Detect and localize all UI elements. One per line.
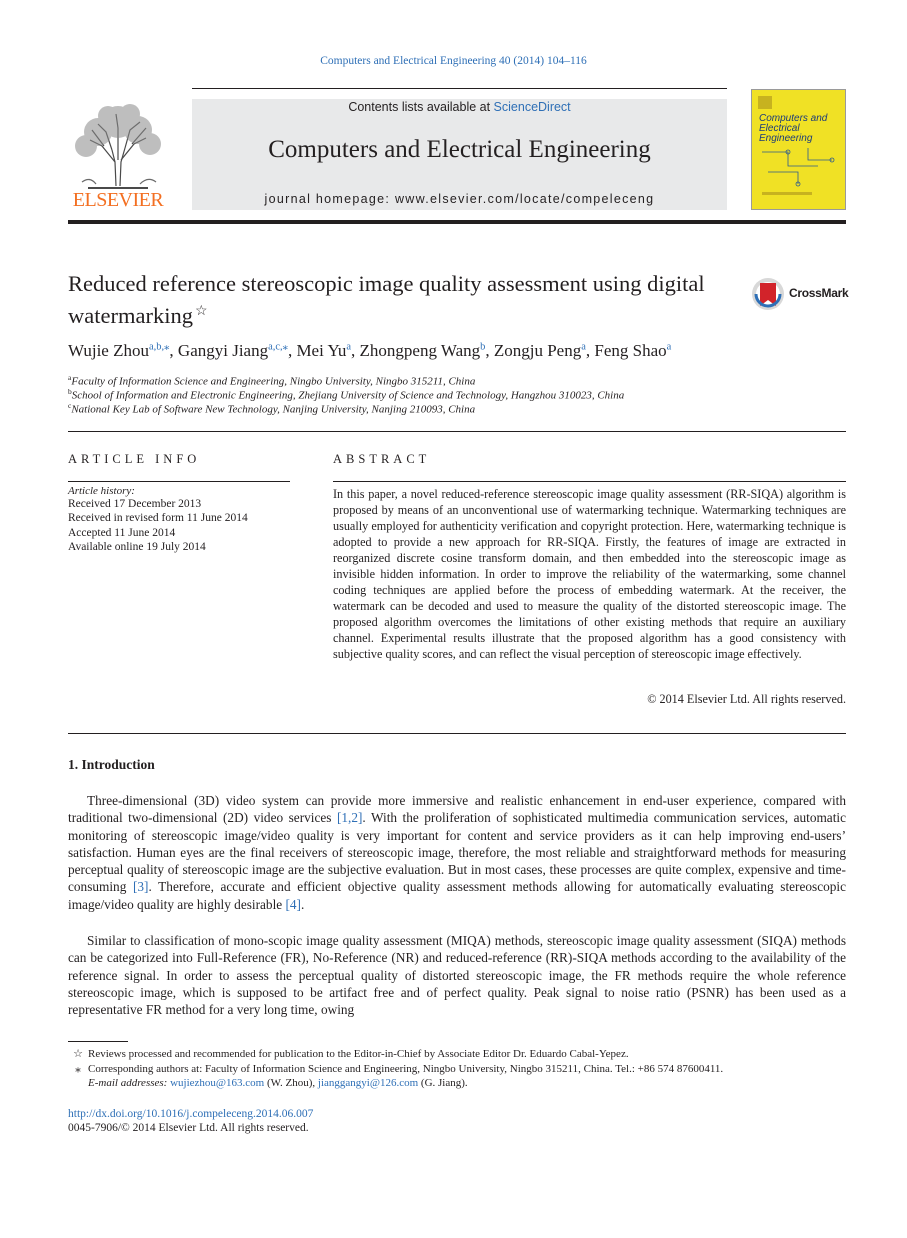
- affiliation-mark: b: [68, 387, 72, 396]
- affiliation: [68, 373, 475, 388]
- footnote-mark: ⁎: [75, 1063, 81, 1075]
- affiliation-mark: a: [68, 373, 72, 382]
- author-affiliation-marks[interactable]: a: [666, 341, 672, 352]
- history-item: Accepted 11 June 2014: [68, 527, 176, 539]
- footnote-rule: [68, 1041, 128, 1042]
- journal-citation[interactable]: Computers and Electrical Engineering 40 (2014) 104–116: [320, 55, 587, 67]
- history-item: Received in revised form 11 June 2014: [68, 512, 248, 524]
- header-bottom-rule: [68, 220, 846, 224]
- author[interactable]: [494, 341, 595, 360]
- section-divider: [68, 733, 846, 734]
- author-separator: ,: [351, 340, 360, 360]
- abstract-copyright: © 2014 Elsevier Ltd. All rights reserved.: [647, 692, 846, 706]
- author-name: Mei Yu: [296, 340, 347, 360]
- footnote-text: Reviews processed and recommended for publication to the Editor-in-Chief by Associate Editor Dr. Eduardo Cabal-Yepez.: [88, 1048, 629, 1060]
- footnote-text: Corresponding authors at: Faculty of Information Science and Engineering, Ningbo University, Ningbo 315211, China. Tel.: +86 574 87600411.: [88, 1063, 724, 1075]
- intro-paragraph: Similar to classification of mono-scopic image quality assessment (MIQA) methods, stereoscopic image quality assessment (SIQA) methods can be categorized into Full-Reference (FR), No-Reference (NR) and reduced-reference (RR)-SIQA methods according to the availability of the reference signal. In order to assess the perceptual quality of distorted stereoscopic image, the FR methods require the whole reference stereoscopic image, which is supposed to be artifact free and of perfect quality. Peak signal to noise ratio (PSNR) has been used as a representative FR method for a very long time, owing: [68, 933, 846, 1018]
- author-name: Zongju Peng: [493, 340, 582, 360]
- affiliation-text: Faculty of Information Science and Engineering, Ningbo University, Ningbo 315211, China: [71, 375, 476, 388]
- author-separator: ,: [585, 340, 595, 360]
- abstract-rule: [333, 481, 846, 482]
- affiliation-text: School of Information and Electronic Engineering, Zhejiang University of Science and Technology, Hangzhou 310023, China: [71, 389, 625, 402]
- citation-link[interactable]: [1,2]: [336, 810, 363, 826]
- author-separator: ,: [169, 340, 178, 360]
- email-owner: (W. Zhou),: [264, 1077, 318, 1089]
- author-separator: ,: [287, 340, 297, 360]
- intro-paragraph: [68, 792, 846, 913]
- author-name: Feng Shao: [594, 340, 667, 360]
- elsevier-wordmark: ELSEVIER: [72, 189, 164, 211]
- sciencedirect-link[interactable]: ScienceDirect: [493, 100, 571, 114]
- journal-homepage[interactable]: journal homepage: www.elsevier.com/locate/compeleceng: [264, 192, 655, 206]
- contents-available-line: [192, 100, 727, 114]
- author[interactable]: [360, 341, 494, 360]
- affiliation-mark: c: [68, 401, 72, 410]
- cover-publisher-mark-icon: [758, 96, 840, 110]
- paragraph-text: . Therefore, accurate and efficient objective quality assessment methods allowing for automatically evaluating stereoscopic image/video quality are highly desirable: [68, 879, 846, 912]
- section-heading: 1. Introduction: [68, 757, 155, 772]
- doi-link[interactable]: http://dx.doi.org/10.1016/j.compeleceng.2014.06.007: [68, 1108, 314, 1120]
- author-affiliation-marks[interactable]: b: [480, 341, 486, 352]
- affiliation-text: National Key Lab of Software New Technology, Nanjing University, Nanjing 210093, China: [71, 403, 476, 416]
- article-info-rule: [68, 481, 290, 482]
- paragraph-text: . With the proliferation of sophisticated multimedia communication services, automatic monitoring of stereoscopic image/video quality is very important for content and service providers as it can help improving end-users’ satisfaction. Human eyes are the final receivers of stereoscopic image, therefore, the most reliable and straightforward methods for measuring perceptual quality of stereoscopic image are the subjective evaluation. But in most cases, these processes are quite complex, expensive and time-consuming: [68, 810, 846, 895]
- crossmark-label[interactable]: CrossMark: [789, 286, 849, 300]
- email-link[interactable]: jianggangyi@126.com: [317, 1077, 419, 1089]
- cover-circuit-graphic-icon: [758, 142, 840, 202]
- author-name: Zhongpeng Wang: [359, 340, 481, 360]
- citation-link[interactable]: [4]: [285, 896, 301, 912]
- affiliation: [68, 401, 475, 416]
- author-name: Wujie Zhou: [68, 340, 149, 360]
- abstract-heading: ABSTRACT: [333, 452, 431, 466]
- author-affiliation-marks[interactable]: a: [581, 341, 586, 352]
- history-item: Received 17 December 2013: [68, 498, 202, 510]
- paragraph-text: Three-dimensional (3D) video system can provide more immersive and realistic enhancement in end-user experience, compared with traditional two-dimensional (2D) video services: [68, 793, 846, 826]
- contents-prefix: Contents lists available at: [348, 100, 494, 114]
- author-affiliation-marks[interactable]: a: [346, 341, 352, 352]
- footnote-mark: ☆: [73, 1048, 83, 1060]
- article-history-label: Article history:: [68, 485, 135, 497]
- journal-name: Computers and Electrical Engineering: [268, 136, 651, 163]
- email-owner: (G. Jiang).: [418, 1077, 468, 1089]
- citation-link[interactable]: [3]: [132, 879, 149, 895]
- abstract-text: In this paper, a novel reduced-reference stereoscopic image quality assessment (RR-SIQA) algorithm is proposed by means of an unconventional use of watermarking technique. Watermarking techniques are usually employed for authenticity verification and copyright protection. Here, watermarking technique is adopted to provide a new approach for RR-SIQA. Firstly, the features of image are extracted in reorganized discrete cosine transform domain, and then embedded into the stereoscopic image as invisible hidden information. In order to improve the reliability of the watermarking, some channel coding techniques are applied before the process of embedding watermark. At the receiver, the watermark can be decoded and used to measure the quality of the distorted stereoscopic image. The proposed algorithm overcomes the limitations of other existing methods that require an auxiliary channel. Experimental results illustrate that the proposed algorithm has a good consistency with subjective quality scores, and can reflect the visual perception of stereoscopic image effectively.: [333, 487, 846, 661]
- author-affiliation-marks[interactable]: a,c,⁎: [268, 341, 288, 352]
- issn-line: 0045-7906/© 2014 Elsevier Ltd. All rights reserved.: [68, 1122, 309, 1134]
- email-label: E-mail addresses:: [88, 1077, 168, 1089]
- article-title-text: Reduced reference stereoscopic image quality assessment using digital watermarking: [68, 271, 705, 328]
- footnote-corresponding: [68, 1062, 723, 1075]
- author[interactable]: [178, 341, 297, 360]
- paragraph-text: .: [301, 896, 305, 912]
- affiliation: [68, 387, 624, 402]
- author[interactable]: [594, 341, 671, 360]
- author[interactable]: [296, 341, 359, 360]
- email-link[interactable]: wujiezhou@163.com: [170, 1077, 265, 1089]
- header-top-rule: [192, 88, 727, 89]
- author-affiliation-marks[interactable]: a,b,⁎: [149, 341, 170, 352]
- cover-title: Computers and Electrical Engineering: [759, 113, 828, 144]
- journal-cover-thumbnail[interactable]: [751, 89, 846, 210]
- article-info-heading: ARTICLE INFO: [68, 452, 201, 466]
- section-divider: [68, 431, 846, 432]
- author-separator: ,: [485, 340, 494, 360]
- history-item: Available online 19 July 2014: [68, 541, 206, 553]
- author-name: Gangyi Jiang: [177, 340, 269, 360]
- footnote-review: [68, 1047, 629, 1060]
- article-title: [68, 270, 748, 330]
- author[interactable]: [68, 341, 178, 360]
- footnote-emails: [88, 1077, 468, 1089]
- title-footnote-mark[interactable]: ☆: [194, 304, 208, 319]
- author-list: [68, 340, 858, 361]
